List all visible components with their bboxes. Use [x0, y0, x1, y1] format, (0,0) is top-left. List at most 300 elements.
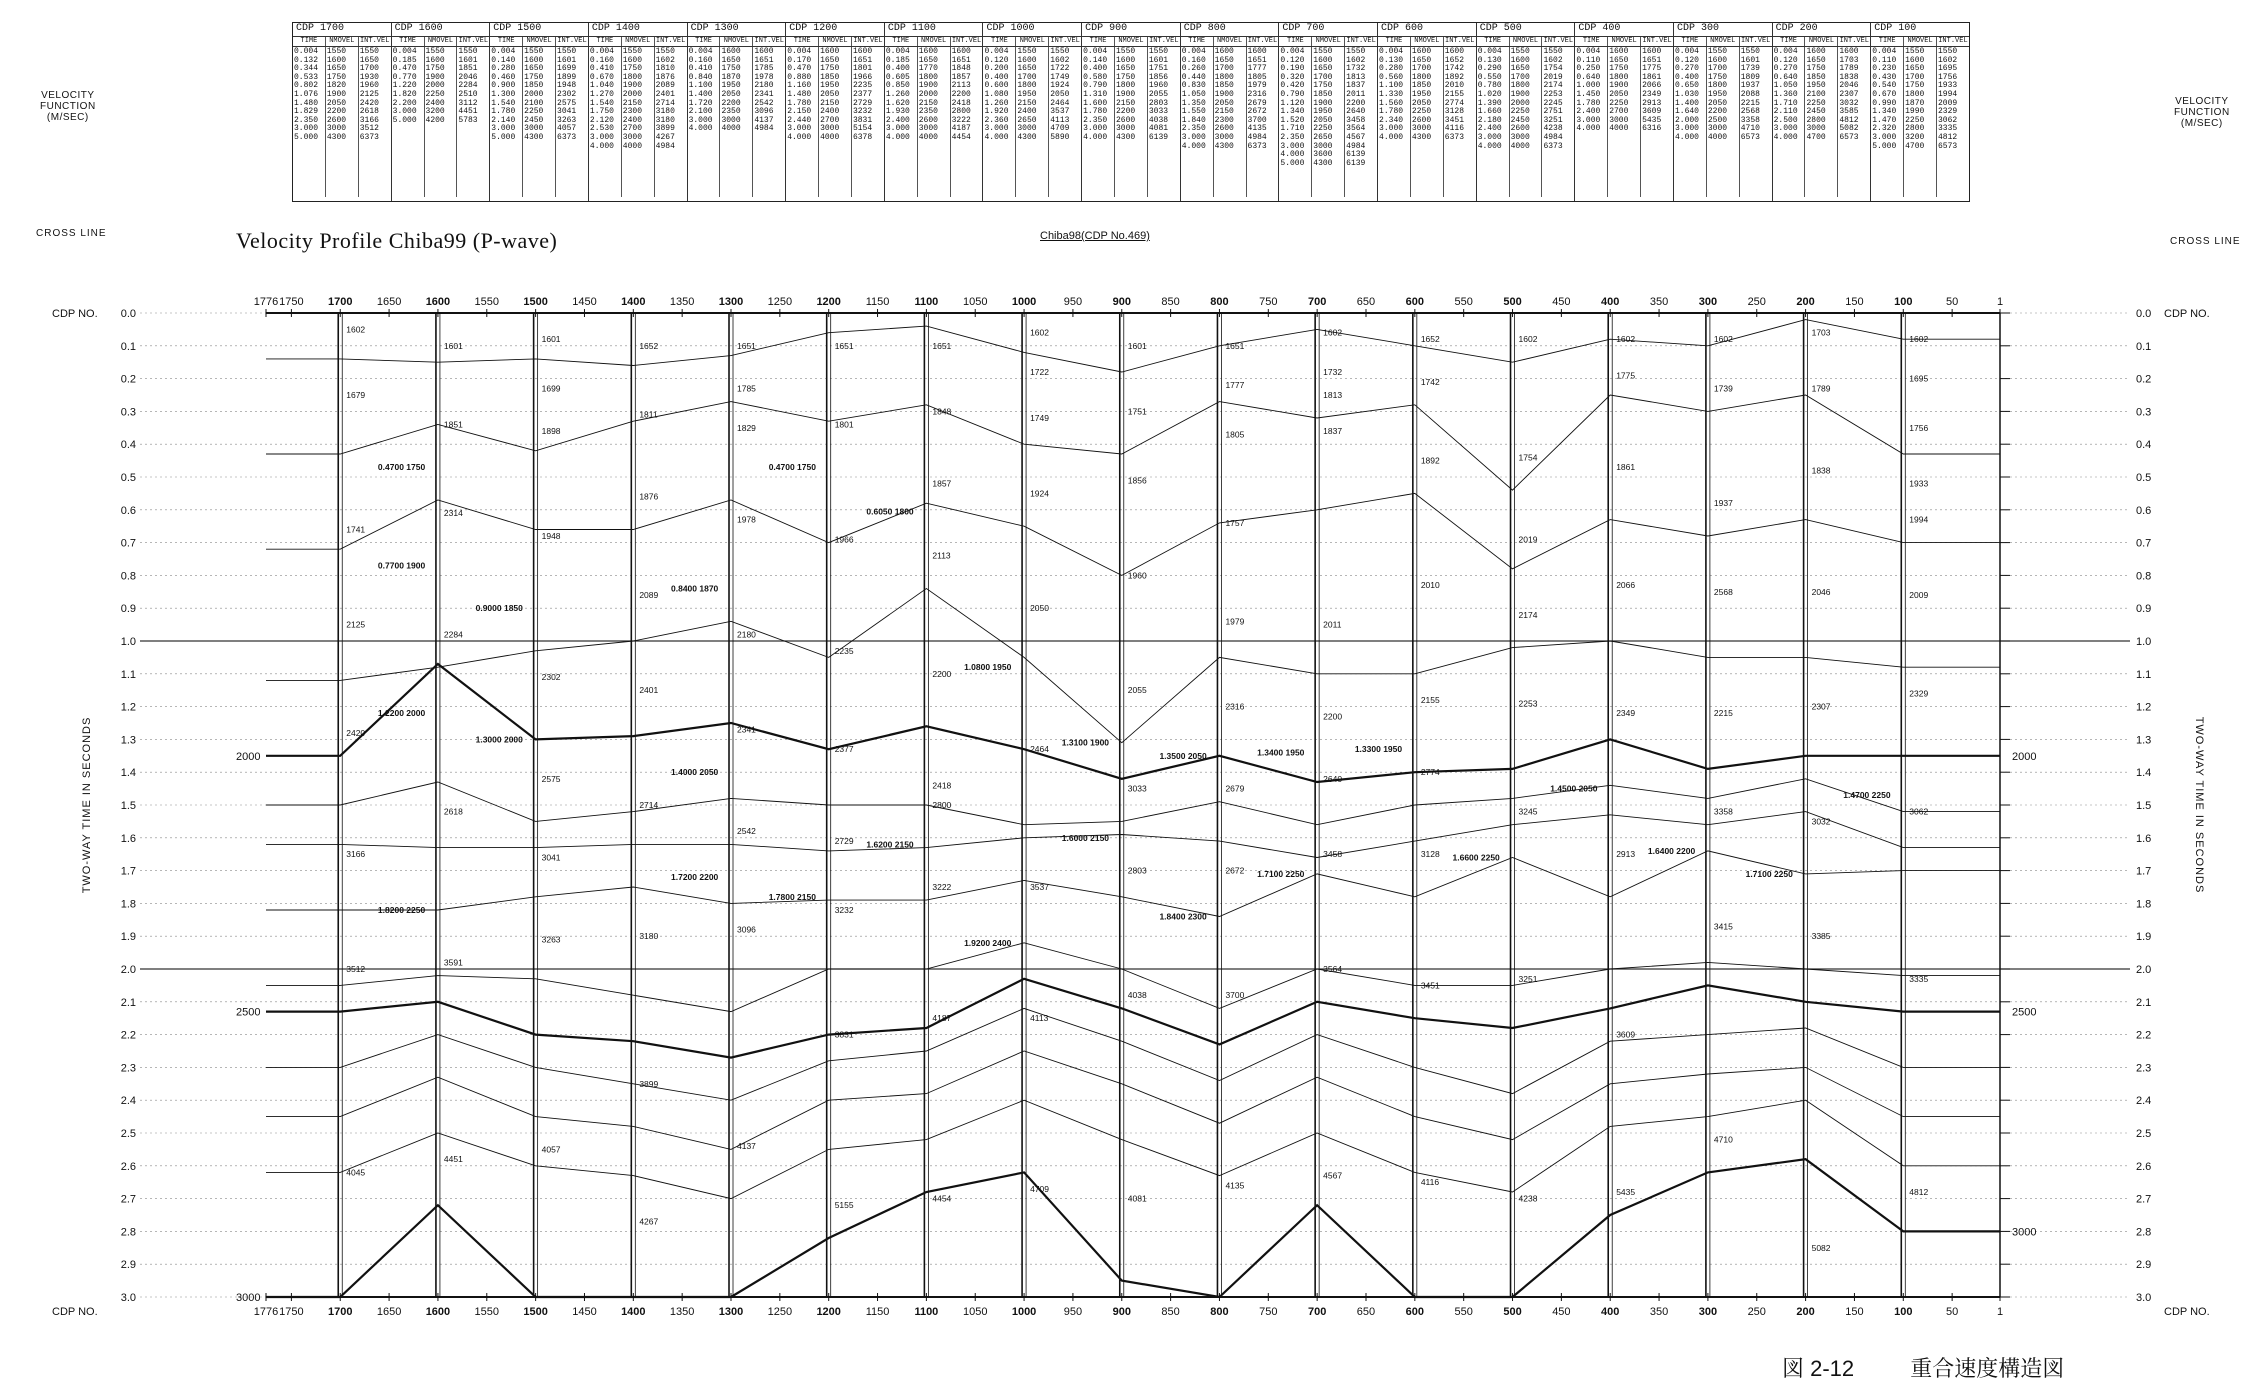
- annotation: 2066: [1616, 580, 1636, 591]
- contour-2250: [266, 851, 2000, 917]
- y-tick-label-left: 2.6: [120, 1160, 136, 1173]
- x-tick-label-bottom: 150: [1845, 1306, 1864, 1318]
- annotation: 4135: [1225, 1180, 1245, 1191]
- y-tick-label-right: 0.8: [2136, 570, 2152, 583]
- annotation: 4567: [1323, 1170, 1343, 1181]
- vf-subheader-cell: TIME: [1378, 37, 1411, 46]
- reference-label: Chiba98(CDP No.469): [1040, 230, 1150, 242]
- annotation: 1.7100 2250: [1745, 868, 1793, 879]
- vf-time-values: 0.004 0.160 0.260 0.440 0.830 1.050 1.350 1.550 1.840 2.350 3.000 4.000: [1181, 47, 1214, 197]
- annotation: 1.6600 2250: [1452, 852, 1500, 863]
- vf-subheader-cell: NMOVEL: [326, 37, 359, 46]
- vf-nmo-values: 1600 1650 1770 1800 1900 2000 2150 2350 2600 3000 4000: [918, 47, 951, 197]
- y-tick-label-left: 2.3: [120, 1062, 136, 1075]
- annotation: 1741: [346, 524, 366, 535]
- contour-label-left: 2000: [236, 750, 261, 763]
- figure-caption: [1782, 1352, 2114, 1383]
- annotation: 4454: [932, 1193, 952, 1204]
- annotation: 1602: [1713, 334, 1733, 345]
- vf-subheader-cell: NMOVEL: [819, 37, 852, 46]
- y-tick-label-right: 2.1: [2136, 996, 2152, 1009]
- vf-int-values: 1550 1601 1751 1856 1960 2055 2803 3033 4038 4081 6139: [1148, 47, 1169, 142]
- x-tick-label-top: 1776: [253, 296, 279, 308]
- annotation: 3166: [346, 849, 366, 860]
- annotation: 2284: [443, 629, 463, 640]
- x-tick-label-top: 250: [1747, 296, 1766, 308]
- vf-subheader-cell: INT.VEL: [1149, 37, 1179, 45]
- annotation: 1978: [737, 514, 756, 525]
- x-tick-label-top: 150: [1845, 296, 1864, 308]
- x-axis-label-bottom-left: CDP NO.: [52, 1306, 98, 1318]
- vf-time-values: 0.004 0.120 0.200 0.400 0.600 1.080 1.260 1.920 2.360 3.000 4.000: [983, 47, 1016, 197]
- annotation: 2302: [541, 672, 561, 683]
- annotation: 2019: [1518, 534, 1538, 545]
- vf-column-header: CDP 600: [1378, 23, 1476, 37]
- y-tick-label-left: 2.8: [120, 1226, 136, 1239]
- annotation: 1801: [834, 419, 854, 430]
- x-tick-label-bottom: 700: [1307, 1306, 1327, 1318]
- vf-column-header: CDP 500: [1477, 23, 1575, 37]
- y-axis-label-left: TWO-WAY TIME IN SECONDS: [81, 716, 93, 894]
- x-tick-label-top: 1050: [962, 296, 988, 308]
- y-tick-label-left: 1.0: [120, 636, 136, 648]
- annotation: 1601: [541, 334, 561, 345]
- vf-column-header: CDP 1500: [490, 23, 588, 37]
- vf-time-values: 0.004 0.160 0.410 0.840 1.100 1.400 1.720 2.100 3.000 4.000: [688, 47, 721, 197]
- annotation: 1651: [834, 340, 854, 351]
- annotation: 4238: [1518, 1193, 1538, 1204]
- annotation: 2401: [639, 685, 659, 696]
- annotation: 3385: [1811, 931, 1831, 942]
- x-tick-label-bottom: 450: [1552, 1306, 1571, 1318]
- vf-int-values: 1550 1601 1699 1899 1948 2302 2575 3041 3263 4057 6373: [557, 47, 577, 142]
- annotation: 4116: [1420, 1177, 1440, 1188]
- x-tick-label-top: 1000: [1011, 296, 1037, 308]
- vf-subheader-cell: TIME: [1082, 37, 1115, 46]
- annotation: 2155: [1420, 695, 1440, 706]
- vf-subheader-cell: INT.VEL: [1740, 37, 1771, 45]
- x-tick-label-bottom: 600: [1405, 1306, 1425, 1318]
- vf-int-values: 1550 1602 1722 1749 1924 2050 2464 3537 4113 4709 5890: [1050, 47, 1070, 142]
- vf-column-header: CDP 1400: [589, 23, 687, 37]
- vf-column-header: CDP 700: [1279, 23, 1377, 37]
- annotation: 1757: [1225, 517, 1245, 528]
- annotation: 1.4500 2050: [1550, 783, 1598, 794]
- vf-subheader-cell: TIME: [392, 37, 425, 46]
- annotation: 2464: [1030, 744, 1049, 755]
- x-tick-label-top: 1250: [767, 296, 793, 308]
- x-tick-label-top: 50: [1946, 296, 1959, 308]
- x-tick-label-top: 450: [1552, 296, 1571, 308]
- x-tick-label-top: 850: [1161, 296, 1180, 308]
- y-tick-label-right: 0.3: [2136, 406, 2152, 419]
- annotation: 1966: [834, 534, 854, 545]
- annotation: 5082: [1811, 1242, 1831, 1253]
- x-tick-label-bottom: 1400: [621, 1306, 646, 1318]
- annotation: 2253: [1518, 698, 1538, 709]
- vf-column-header: CDP 100: [1871, 23, 1969, 37]
- vf-subheader-cell: INT.VEL: [1543, 37, 1574, 45]
- vf-nmo-values: 1550 1600 1650 1750 1850 2000 2100 2250 2450 3000 4300: [523, 47, 556, 197]
- x-tick-label-bottom: 1: [1996, 1306, 2004, 1318]
- annotation: 3899: [639, 1078, 659, 1089]
- vf-nmo-values: 1600 1650 1750 1870 1950 2050 2200 2350 3000 4000: [720, 47, 753, 197]
- vf-column-header: CDP 1300: [688, 23, 786, 37]
- grid-layer: [140, 313, 2130, 1297]
- vf-subheader-cell: INT.VEL: [655, 37, 686, 45]
- y-tick-label-left: 0.3: [120, 406, 136, 419]
- x-tick-label-bottom: 1500: [523, 1306, 548, 1318]
- y-tick-label-right: 1.7: [2136, 865, 2152, 878]
- y-tick-label-left: 0.0: [120, 308, 136, 320]
- vf-nmo-values: 1550 1600 1650 1700 1750 1800 1870 1990 2250 2800 3200 4700: [1904, 47, 1937, 197]
- vf-int-values: 1550 1602 1732 1813 1837 2011 2200 2640 3458 3564 4567 4984 6139 6139: [1346, 47, 1366, 168]
- annotation: 1837: [1323, 426, 1343, 437]
- vf-int-values: 1600 1651 1801 1966 2235 2377 2729 3232 3831 5154 6378: [852, 47, 873, 142]
- annotation: 1.3000 2000: [475, 734, 523, 745]
- vf-time-values: 0.004 0.160 0.410 0.670 1.040 1.270 1.540 1.750 2.120 2.530 3.000 4.000: [589, 47, 622, 197]
- vf-subheader-cell: TIME: [688, 37, 721, 46]
- vf-column-header: CDP 900: [1082, 23, 1180, 37]
- cross-line-right: CROSS LINE: [2170, 236, 2241, 247]
- annotation: 1811: [639, 409, 658, 420]
- vf-subheader-cell: INT.VEL: [1346, 37, 1376, 45]
- annotation: 0.4700 1750: [377, 462, 426, 473]
- annotation: 1602: [1616, 334, 1636, 345]
- annotation: 2618: [443, 806, 463, 817]
- contour-2200: [266, 812, 2000, 858]
- x-tick-label-bottom: 1750: [279, 1306, 304, 1318]
- vf-subheader-cell: TIME: [589, 37, 622, 46]
- vf-column-header: CDP 1100: [885, 23, 983, 37]
- x-axis-label-top-right: CDP NO.: [2164, 308, 2210, 320]
- velocity-function-label-right-line-2: FUNCTION: [2174, 107, 2230, 118]
- annotation: 2050: [1030, 603, 1049, 614]
- vf-time-values: 0.004 0.130 0.290 0.550 0.780 1.020 1.390 1.660 2.180 2.400 3.000 4.000: [1477, 47, 1510, 197]
- x-tick-label-top: 1: [1996, 296, 2004, 308]
- vf-int-values: 1550 1602 1695 1756 1933 1994 2009 2329 3062 3335 4812 6573: [1938, 47, 1958, 151]
- annotation: 1.0800 1950: [964, 662, 1012, 673]
- annotation: 3245: [1518, 806, 1538, 817]
- vf-nmo-values: 1600 1650 1700 1800 1850 1950 2050 2250 2600 3000 4300: [1411, 47, 1444, 197]
- annotation: 5155: [834, 1200, 854, 1211]
- annotation: 2125: [346, 619, 366, 630]
- vf-subheader-cell: NMOVEL: [523, 37, 556, 46]
- x-tick-label-bottom: 750: [1259, 1306, 1278, 1318]
- x-tick-label-bottom: 1600: [425, 1306, 451, 1318]
- annotation: 1861: [1616, 462, 1636, 473]
- vf-subheader-cell: INT.VEL: [754, 37, 784, 45]
- x-tick-label-top: 750: [1259, 296, 1278, 308]
- x-axis-label-top-left: CDP NO.: [52, 308, 98, 320]
- y-tick-label-left: 1.8: [120, 898, 136, 911]
- annotation: 1602: [1030, 327, 1049, 338]
- x-tick-label-top: 1400: [621, 296, 646, 308]
- annotation: 2113: [932, 550, 951, 561]
- velocity-function-label-right-line-1: VELOCITY: [2175, 96, 2229, 107]
- y-tick-label-right: 1.4: [2136, 767, 2152, 780]
- annotation: 1695: [1909, 373, 1929, 384]
- annotation: 1829: [737, 422, 756, 433]
- annotation: 2200: [1323, 711, 1343, 722]
- annotation: 2377: [834, 744, 854, 755]
- vf-int-values: 1550 1601 1739 1809 1937 2088 2215 2568 3358 4710 6573: [1740, 47, 1760, 142]
- x-tick-label-bottom: 1776: [253, 1306, 279, 1318]
- y-tick-label-left: 2.4: [120, 1095, 136, 1108]
- annotation: 2542: [737, 826, 756, 837]
- annotation: 3831: [834, 1029, 854, 1040]
- vf-subheader-cell: INT.VEL: [458, 37, 489, 45]
- annotation: 3415: [1713, 921, 1733, 932]
- vf-subheader-cell: TIME: [1575, 37, 1608, 46]
- annotation: 2672: [1225, 865, 1245, 876]
- chart-title: Velocity Profile Chiba99 (P-wave): [236, 228, 558, 253]
- annotation: 3032: [1811, 816, 1831, 827]
- vf-nmo-values: 1550 1600 1650 1700 1800 1900 2000 2250 2450 2600 3000 4000: [1510, 47, 1543, 197]
- vf-nmo-values: 1550 1600 1650 1700 1750 1850 1900 1950 2050 2250 2650 3000 3600 4300: [1312, 47, 1345, 197]
- contour-2600: [266, 1008, 2000, 1100]
- vf-time-values: 0.004 0.185 0.400 0.605 0.850 1.260 1.620 1.930 2.400 3.000 4.000: [885, 47, 918, 197]
- x-tick-label-bottom: 50: [1946, 1306, 1959, 1318]
- annotation: 4081: [1127, 1193, 1147, 1204]
- y-tick-label-left: 2.9: [120, 1259, 136, 1272]
- x-tick-label-bottom: 350: [1649, 1306, 1669, 1318]
- x-tick-label-top: 1300: [718, 296, 744, 308]
- annotation: 1.6000 2150: [1061, 832, 1110, 843]
- annotation: 2316: [1225, 701, 1245, 712]
- y-tick-label-left: 0.4: [120, 439, 136, 452]
- x-tick-label-bottom: 1100: [914, 1306, 939, 1318]
- x-tick-label-bottom: 250: [1747, 1306, 1766, 1318]
- y-tick-label-right: 2.3: [2136, 1062, 2152, 1075]
- vf-nmo-values: 1600 1650 1750 1800 1900 2050 2250 2700 3000 4000: [1608, 47, 1641, 197]
- x-tick-label-top: 650: [1356, 296, 1376, 308]
- x-tick-label-top: 1100: [914, 296, 939, 308]
- annotation: 0.8400 1870: [671, 583, 719, 594]
- vf-subheader-cell: TIME: [885, 37, 918, 46]
- y-tick-label-left: 2.1: [120, 996, 136, 1009]
- annotation: 2046: [1811, 586, 1831, 597]
- x-tick-label-top: 550: [1454, 296, 1473, 308]
- x-tick-label-top: 350: [1649, 296, 1669, 308]
- y-tick-label-left: 1.5: [120, 800, 136, 812]
- vf-subheader-cell: NMOVEL: [1510, 37, 1543, 46]
- x-tick-label-top: 300: [1698, 296, 1718, 308]
- annotation: 0.7700 1900: [377, 560, 426, 571]
- annotation: 3564: [1323, 964, 1343, 974]
- y-tick-label-left: 2.7: [120, 1193, 136, 1206]
- y-tick-label-left: 0.1: [120, 340, 136, 353]
- annotation: 1703: [1811, 327, 1831, 338]
- annotation: 1602: [1323, 327, 1343, 338]
- annotation: 4045: [346, 1167, 366, 1178]
- vf-subheader-cell: TIME: [983, 37, 1016, 46]
- annotation: 3062: [1909, 806, 1929, 817]
- vf-column-header: CDP 800: [1181, 23, 1279, 37]
- vf-int-values: 1600 1651 1775 1861 2066 2349 2913 3609 5435 6316: [1642, 47, 1662, 134]
- annotation: 1699: [541, 383, 561, 394]
- annotation: 1838: [1811, 465, 1831, 476]
- annotation: 2714: [639, 800, 659, 810]
- vf-int-values: 1600 1651 1777 1805 1979 2316 2679 2672 3700 4135 4984 6373: [1247, 47, 1267, 151]
- annotation: 1602: [1518, 334, 1538, 345]
- annotation: 3033: [1127, 783, 1147, 794]
- annotation: 3096: [737, 924, 756, 935]
- x-tick-label-bottom: 200: [1796, 1306, 1815, 1318]
- annotation: 2329: [1909, 688, 1929, 699]
- x-tick-label-bottom: 400: [1601, 1306, 1620, 1318]
- annotation: 5435: [1616, 1187, 1636, 1198]
- annotation: 2180: [737, 629, 756, 640]
- vf-time-values: 0.004 0.130 0.280 0.560 1.100 1.330 1.560 1.780 2.340 3.000 4.000: [1378, 47, 1411, 197]
- annotation: 3609: [1616, 1029, 1636, 1040]
- x-tick-label-bottom: 800: [1210, 1306, 1229, 1318]
- annotation: 3335: [1909, 973, 1929, 984]
- annotation: 1813: [1323, 390, 1343, 400]
- vf-subheader-cell: TIME: [293, 37, 326, 46]
- annotation: 1749: [1030, 412, 1049, 423]
- x-tick-label-top: 500: [1503, 296, 1522, 308]
- figure-number: 図 2-12: [1782, 1356, 1855, 1381]
- annotation: 1.8200 2250: [377, 904, 426, 915]
- figure-caption-text: 重合速度構造図: [1910, 1356, 2065, 1381]
- y-tick-label-right: 0.5: [2136, 472, 2152, 484]
- annotation: 1651: [932, 340, 952, 351]
- vf-time-values: 0.004 0.170 0.470 0.880 1.160 1.480 1.780 2.150 2.440 3.000 4.000: [786, 47, 819, 197]
- y-tick-label-right: 2.7: [2136, 1193, 2152, 1206]
- vf-nmo-values: 1550 1600 1650 1750 1800 1900 2150 2200 2600 3000 4300: [1115, 47, 1148, 197]
- annotation: 1739: [1713, 383, 1733, 394]
- annotation: 4709: [1030, 1183, 1049, 1194]
- annotation: 3251: [1518, 973, 1538, 984]
- vf-subheader-cell: TIME: [1477, 37, 1510, 46]
- annotation: 4710: [1713, 1134, 1733, 1145]
- x-tick-label-bottom: 1250: [767, 1306, 793, 1318]
- vf-nmo-values: 1600 1650 1750 1850 1950 2100 2250 2450 2800 3000 4700: [1805, 47, 1838, 197]
- annotation: 1.3400 1950: [1257, 747, 1305, 758]
- annotation: 0.6050 1800: [866, 506, 914, 517]
- y-tick-label-right: 0.1: [2136, 340, 2152, 353]
- annotation: 3263: [541, 934, 561, 945]
- annotation: 2774: [1420, 767, 1440, 778]
- y-tick-label-right: 2.8: [2136, 1226, 2152, 1239]
- annotation: 1856: [1127, 475, 1147, 486]
- vf-time-values: 0.004 0.132 0.344 0.533 0.802 1.076 1.480 1.829 2.350 3.000 5.000: [293, 47, 326, 197]
- y-tick-label-right: 1.1: [2136, 668, 2152, 681]
- vf-subheader-cell: INT.VEL: [951, 37, 982, 45]
- x-tick-label-top: 100: [1894, 296, 1913, 308]
- x-tick-label-top: 1450: [572, 296, 597, 308]
- annotation: 1742: [1420, 376, 1440, 387]
- x-axis-label-bottom-right: CDP NO.: [2164, 1306, 2210, 1318]
- annotation: 1.9200 2400: [964, 937, 1012, 948]
- annotation: 1857: [932, 478, 952, 489]
- vf-subheader-cell: TIME: [1279, 37, 1312, 46]
- vf-subheader-cell: TIME: [786, 37, 819, 46]
- vf-time-values: 0.004 0.185 0.470 0.770 1.220 1.820 2.200 3.000 5.000: [392, 47, 425, 197]
- vf-column-header: CDP 400: [1575, 23, 1673, 37]
- vf-subheader-cell: INT.VEL: [1445, 37, 1475, 45]
- vf-subheader-cell: TIME: [1674, 37, 1707, 46]
- annotation: 1960: [1127, 570, 1147, 581]
- x-tick-label-top: 800: [1210, 296, 1229, 308]
- y-tick-label-left: 2.2: [120, 1029, 136, 1042]
- annotation: 1.3500 2050: [1159, 750, 1207, 761]
- annotation: 2055: [1127, 685, 1147, 696]
- vf-int-values: 1600 1652 1742 1892 2010 2155 2774 3128 3451 4116 6373: [1444, 47, 1464, 142]
- velocity-function-label-left-line-2: FUNCTION: [40, 101, 96, 112]
- vf-subheader-cell: NMOVEL: [1707, 37, 1740, 46]
- annotation: 1754: [1518, 452, 1538, 463]
- vf-int-values: 1600 1651 1785 1978 2180 2341 2542 3096 4137 4984: [754, 47, 774, 134]
- annotation: 1805: [1225, 429, 1245, 440]
- annotation: 1651: [1225, 340, 1245, 351]
- y-axis-label-right: TWO-WAY TIME IN SECONDS: [2193, 716, 2205, 894]
- annotation: 1.7100 2250: [1257, 868, 1305, 879]
- annotation: 2200: [932, 668, 952, 679]
- vf-subheader-cell: NMOVEL: [1904, 37, 1937, 46]
- y-tick-label-right: 2.5: [2136, 1128, 2152, 1140]
- annotation: 2314: [443, 508, 463, 519]
- vf-nmo-values: 1550 1600 1650 1750 1820 1900 2050 2200 2600 3000 4300: [326, 47, 359, 197]
- annotation: 1751: [1127, 406, 1147, 417]
- annotation: 1722: [1030, 367, 1049, 378]
- annotation: 2575: [541, 773, 561, 784]
- annotation: 4113: [1030, 1013, 1049, 1024]
- x-tick-label-bottom: 1650: [376, 1306, 402, 1318]
- y-tick-label-right: 1.5: [2136, 800, 2152, 812]
- y-tick-label-left: 0.2: [120, 373, 136, 386]
- x-tick-label-top: 1750: [279, 296, 304, 308]
- x-tick-label-top: 600: [1405, 296, 1425, 308]
- annotation: 3458: [1323, 849, 1343, 860]
- vf-subheader-cell: NMOVEL: [1608, 37, 1641, 46]
- y-tick-label-left: 1.4: [120, 767, 136, 780]
- y-tick-label-left: 1.9: [120, 931, 136, 944]
- vf-time-values: 0.004 0.140 0.280 0.460 0.900 1.300 1.540 1.780 2.140 3.000 5.000: [490, 47, 523, 197]
- contour-label-right: 3000: [2012, 1226, 2037, 1239]
- annotation: 1.4000 2050: [671, 767, 719, 778]
- annotation: 2174: [1518, 609, 1538, 620]
- annotation: 2913: [1616, 849, 1636, 860]
- y-tick-label-left: 1.3: [120, 734, 136, 747]
- contour-2000: [266, 664, 2000, 782]
- vf-int-values: 1550 1601 1851 2046 2284 2510 3112 4451 5783: [458, 47, 478, 125]
- y-tick-label-right: 3.0: [2136, 1292, 2152, 1304]
- x-tick-label-top: 1150: [865, 296, 890, 308]
- x-tick-label-bottom: 1350: [669, 1306, 695, 1318]
- vf-subheader-cell: NMOVEL: [622, 37, 655, 46]
- annotation: 1.7200 2200: [671, 872, 719, 883]
- vf-subheader-cell: NMOVEL: [1411, 37, 1444, 46]
- x-tick-label-top: 950: [1063, 296, 1083, 308]
- contour-1850: [266, 493, 2000, 575]
- annotation: 2009: [1909, 590, 1929, 601]
- annotation: 1602: [346, 324, 366, 335]
- annotation: 2349: [1616, 708, 1636, 719]
- annotation: 1876: [639, 491, 659, 502]
- annotation: 4267: [639, 1216, 659, 1227]
- vf-column-header: CDP 1000: [983, 23, 1081, 37]
- vf-subheader-cell: INT.VEL: [1839, 37, 1869, 45]
- annotation: 1.6200 2150: [866, 839, 914, 850]
- y-tick-label-right: 1.8: [2136, 898, 2152, 911]
- annotation: 1.2200 2000: [377, 708, 426, 719]
- annotation: 2803: [1127, 865, 1147, 876]
- x-tick-label-top: 1700: [328, 296, 353, 308]
- annotation: 2568: [1713, 586, 1733, 597]
- velocity-function-label-right-line-3: (M/SEC): [2180, 118, 2223, 129]
